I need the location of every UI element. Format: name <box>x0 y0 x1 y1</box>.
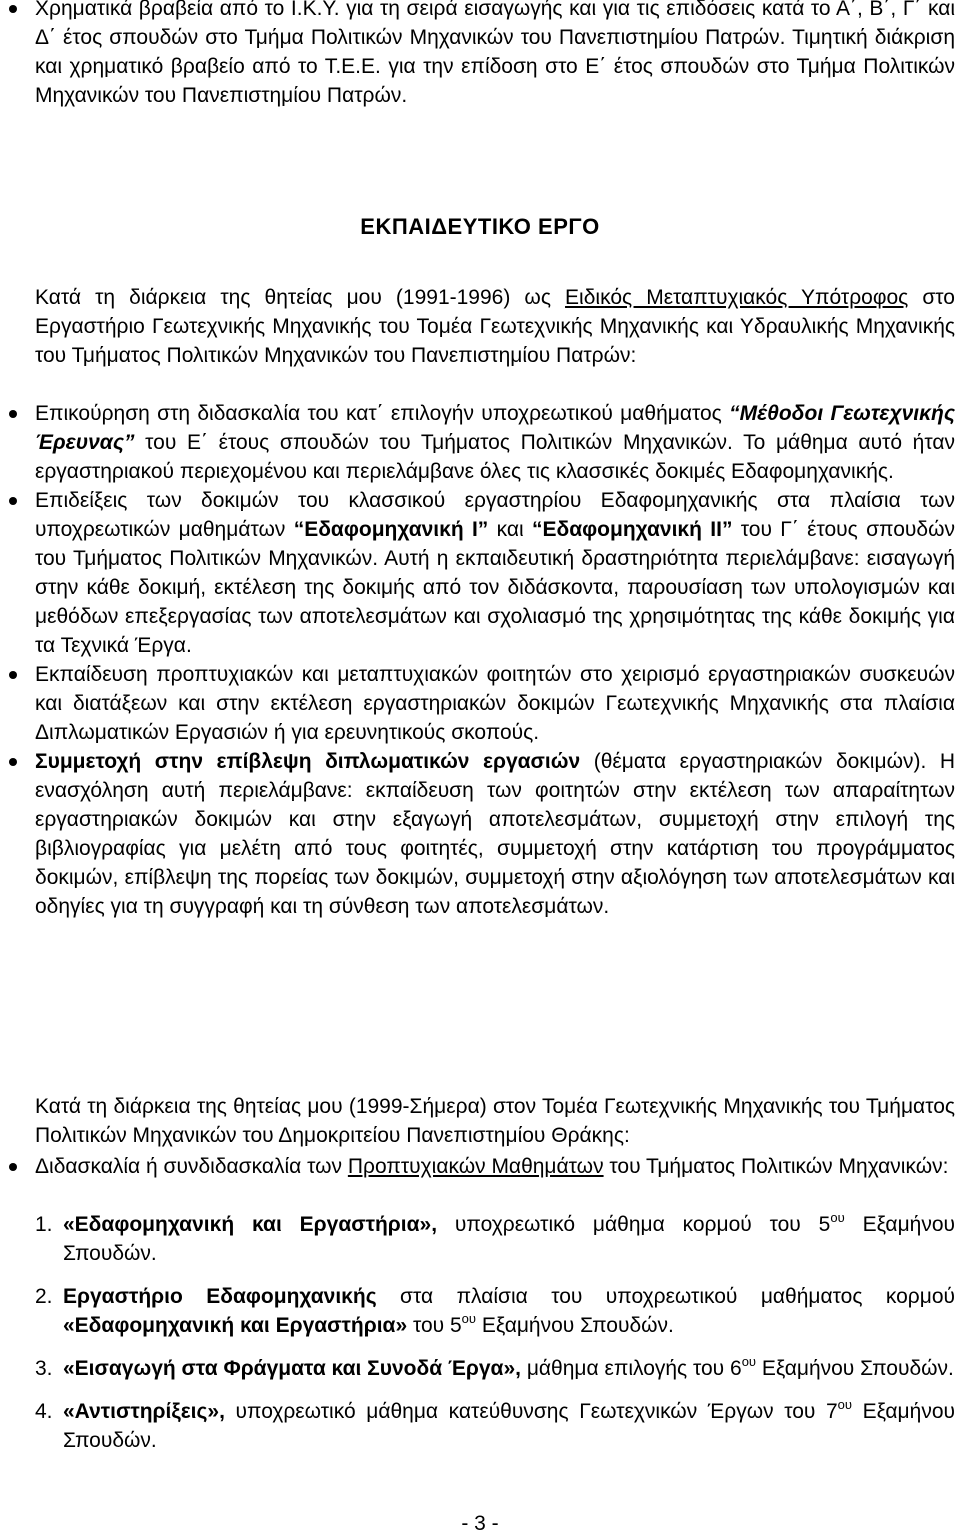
awards-text: Χρηματικά βραβεία από το Ι.Κ.Υ. για τη σειρά εισαγωγής και για τις επιδόσεις κατά το Α΄, Β΄, Γ΄ και Δ΄ έτος σπουδών στο Τμήμα Πολιτικών Μηχανικών του Πανεπιστημίου Πατρών. Τιμητική διάκριση και χρηματικό βραβείο από το Τ.Ε.Ε. για την επίδοση στο Ε΄ έτος σπουδών στο Τμήμα Πολιτικών Μηχανικών του Πανεπιστημίου Πατρών. <box>35 0 955 107</box>
course-desc: υποχρεωτικό μάθημα κορμού του 5 <box>437 1213 831 1236</box>
bullet-icon <box>9 5 17 13</box>
course-title-2: “Εδαφομηχανική ΙΙ” <box>532 518 733 541</box>
item-text-2: του Ε΄ έτους σπουδών του Τμήματος Πολιτικών Μηχανικών. Το μάθημα αυτό ήταν εργαστηριακού περιεχομένου και περιελάμβανε όλες τις κλασσικές δοκιμές Εδαφομηχανικής. <box>35 431 955 483</box>
section2-lead: Κατά τη διάρκεια της θητείας μου (1999-Σήμερα) στον Τομέα Γεωτεχνικής Μηχανικής του Τμήματος Πολιτικών Μηχανικών του Δημοκριτείου Πανεπιστημίου Θράκης: <box>35 1095 955 1147</box>
course-item <box>35 1354 955 1383</box>
section1-lead <box>35 283 955 370</box>
lead-text: Κατά τη διάρκεια της θητείας μου (1991-1996) ως <box>35 286 566 309</box>
course-desc-tail: Εξαμήνου Σπουδών. <box>63 1400 956 1452</box>
list-item <box>35 747 955 921</box>
item-text: (θέματα εργαστηριακών δοκιμών). Η ενασχόληση αυτή περιελάμβανε: εκπαίδευση των φοιτητών στην εκτέλεση των απαραίτητων εργαστηριακών δοκιμών και στην εξαγωγή αποτελεσμάτων, συμμετοχή στην επιλογή της βιβλιογραφίας για μελέτη από τους φοιτητές, συμμετοχή στην κατάρτιση του προγράμματος δοκιμών, επίβλεψη της πορείας των δοκιμών, συμμετοχή στην αξιολόγηση των αποτελεσμάτων και οδηγίες για τη συγγραφή και τη σύνθεση των αποτελεσμάτων. <box>35 750 955 918</box>
item-number: 1. <box>35 1213 53 1236</box>
item-text: Εκπαίδευση προπτυχιακών και μεταπτυχιακών φοιτητών στο χειρισμό εργαστηριακών συσκευών και διατάξεων και στην εκτέλεση εργαστηριακών δοκιμών Γεωτεχνικής Μηχανικής στα πλαίσια Διπλωματικών Εργασιών ή για ερευνητικούς σκοπούς. <box>35 663 955 744</box>
course-name: «Εισαγωγή στα Φράγματα και Συνοδά Έργα», <box>63 1357 521 1380</box>
list-item <box>35 660 955 747</box>
course-desc-tail: Εξαμήνου Σπουδών. <box>63 1213 956 1265</box>
bullet-icon <box>9 497 17 505</box>
item-text-2: του Γ΄ έτους σπουδών του Τμήματος Πολιτικών Μηχανικών. Αυτή η εκπαιδευτική δραστηριότητα περιελάμβανε: εισαγωγή στην κάθε δοκιμή, εκτέλεση της δοκιμής από τον διδάσκοντα, παρουσίαση των υπολογισμών και μεθόδων επεξεργασίας των αποτελεσμάτων και σχολιασμό της χρησιμότητας της κάθε δοκιμής για τα Τεχνικά Έργα. <box>35 518 955 657</box>
lead-text-2: στο Εργαστήριο Γεωτεχνικής Μηχανικής του Τομέα Γεωτεχνικής Μηχανικής και Υδραυλικής Μηχανικής του Τμήματος Πολιτικών Μηχανικών του Πανεπιστημίου Πατρών: <box>35 286 955 367</box>
course-desc-tail: Εξαμήνου Σπουδών. <box>476 1314 674 1337</box>
course-item <box>35 1397 955 1455</box>
course-desc: στα πλαίσια του υποχρεωτικού μαθήματος κορμού <box>376 1285 956 1308</box>
list-item <box>35 399 955 486</box>
course-item <box>35 1210 955 1268</box>
item-text-mid: και <box>488 518 532 541</box>
ordinal-suffix: ου <box>830 1210 845 1225</box>
item-text: Επικούρηση στη διδασκαλία του κατ΄ επιλογήν υποχρεωτικού μαθήματος <box>35 402 730 425</box>
course-desc: μάθημα επιλογής του 6 <box>520 1357 742 1380</box>
lead-position: Ειδικός Μεταπτυχιακός Υπότροφος <box>565 286 909 309</box>
courses-label: Προπτυχιακών Μαθημάτων <box>347 1155 604 1178</box>
course-name: «Αντιστηρίξεις», <box>63 1400 225 1423</box>
section-heading: ΕΚΠΑΙΔΕΥΤΙΚΟ ΕΡΓΟ <box>360 214 600 239</box>
item-number: 3. <box>35 1357 53 1380</box>
awards-item <box>0 0 960 110</box>
ordinal-suffix: ου <box>837 1397 852 1412</box>
bullet-icon <box>9 1163 17 1171</box>
course-desc: υποχρεωτικό μάθημα κατεύθυνσης Γεωτεχνικών Έργων του 7 <box>224 1400 838 1423</box>
course-item <box>35 1282 955 1340</box>
ordinal-suffix: ου <box>741 1354 757 1369</box>
item-number: 4. <box>35 1400 53 1423</box>
bullet-icon <box>9 410 17 418</box>
course-title: “Εδαφομηχανική Ι” <box>293 518 489 541</box>
item-title: Συμμετοχή στην επίβλεψη διπλωματικών εργασιών <box>35 750 581 773</box>
course-title: “Μέθοδοι Γεωτεχνικής Έρευνας” <box>35 402 955 454</box>
bullet-icon <box>9 758 17 766</box>
bullet-icon <box>9 671 17 679</box>
course-desc-2: του 5 <box>407 1314 462 1337</box>
course-name-2: «Εδαφομηχανική και Εργαστήρια» <box>63 1314 408 1337</box>
section2-list <box>35 1152 955 1181</box>
course-desc-tail: Εξαμήνου Σπουδών. <box>756 1357 954 1380</box>
item-text: Διδασκαλία ή συνδιδασκαλία των <box>35 1155 348 1178</box>
course-name: Εργαστήριο Εδαφομηχανικής <box>63 1285 377 1308</box>
list-item <box>35 486 955 660</box>
courses-list <box>35 1210 955 1455</box>
item-number: 2. <box>35 1285 53 1308</box>
course-name: «Εδαφομηχανική και Εργαστήρια», <box>63 1213 438 1236</box>
list-item <box>35 1152 955 1181</box>
page-number: - 3 - <box>461 1512 499 1535</box>
item-text-2: του Τμήματος Πολιτικών Μηχανικών: <box>603 1155 949 1178</box>
section1-list <box>35 399 955 921</box>
item-text: Επιδείξεις των δοκιμών του κλασσικού εργαστηρίου Εδαφομηχανικής στα πλαίσια των υποχρεωτικών μαθημάτων <box>35 489 955 541</box>
ordinal-suffix: ου <box>461 1311 477 1326</box>
